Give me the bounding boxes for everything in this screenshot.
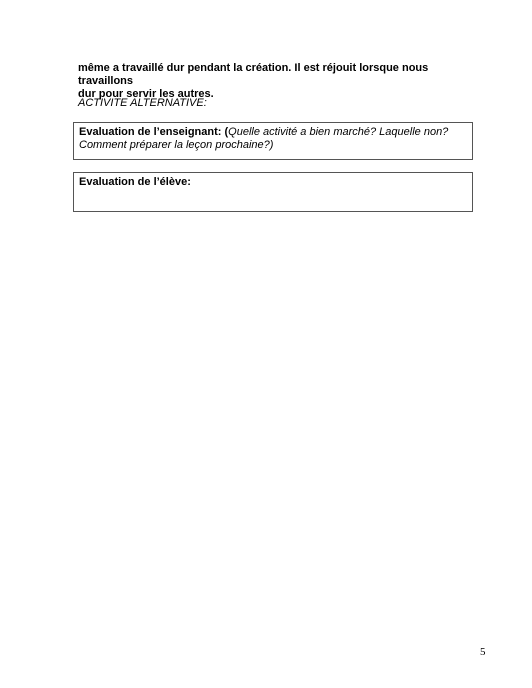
teacher-evaluation-open-paren: (: [221, 126, 229, 138]
teacher-evaluation-prompt-line-1: Quelle activité a bien marché? Laquelle non?: [228, 126, 449, 138]
alternative-activity-heading: ACTIVITE ALTERNATIVE:: [78, 97, 207, 109]
teacher-evaluation-prompt-line-2: Comment préparer la leçon prochaine?): [79, 139, 274, 151]
teacher-evaluation-box: [73, 122, 473, 160]
paragraph-line-2: dur pour servir les autres.: [78, 88, 214, 100]
teacher-evaluation-label: Evaluation de l’enseignant:: [79, 126, 222, 138]
paragraph-line-1: même a travaillé dur pendant la création. Il est réjouit lorsque nous travaillons: [78, 62, 429, 87]
body-paragraph: [78, 62, 478, 101]
student-evaluation-box: [73, 172, 473, 212]
student-evaluation-label: Evaluation de l’élève:: [79, 176, 191, 188]
page-number: 5: [480, 646, 486, 658]
